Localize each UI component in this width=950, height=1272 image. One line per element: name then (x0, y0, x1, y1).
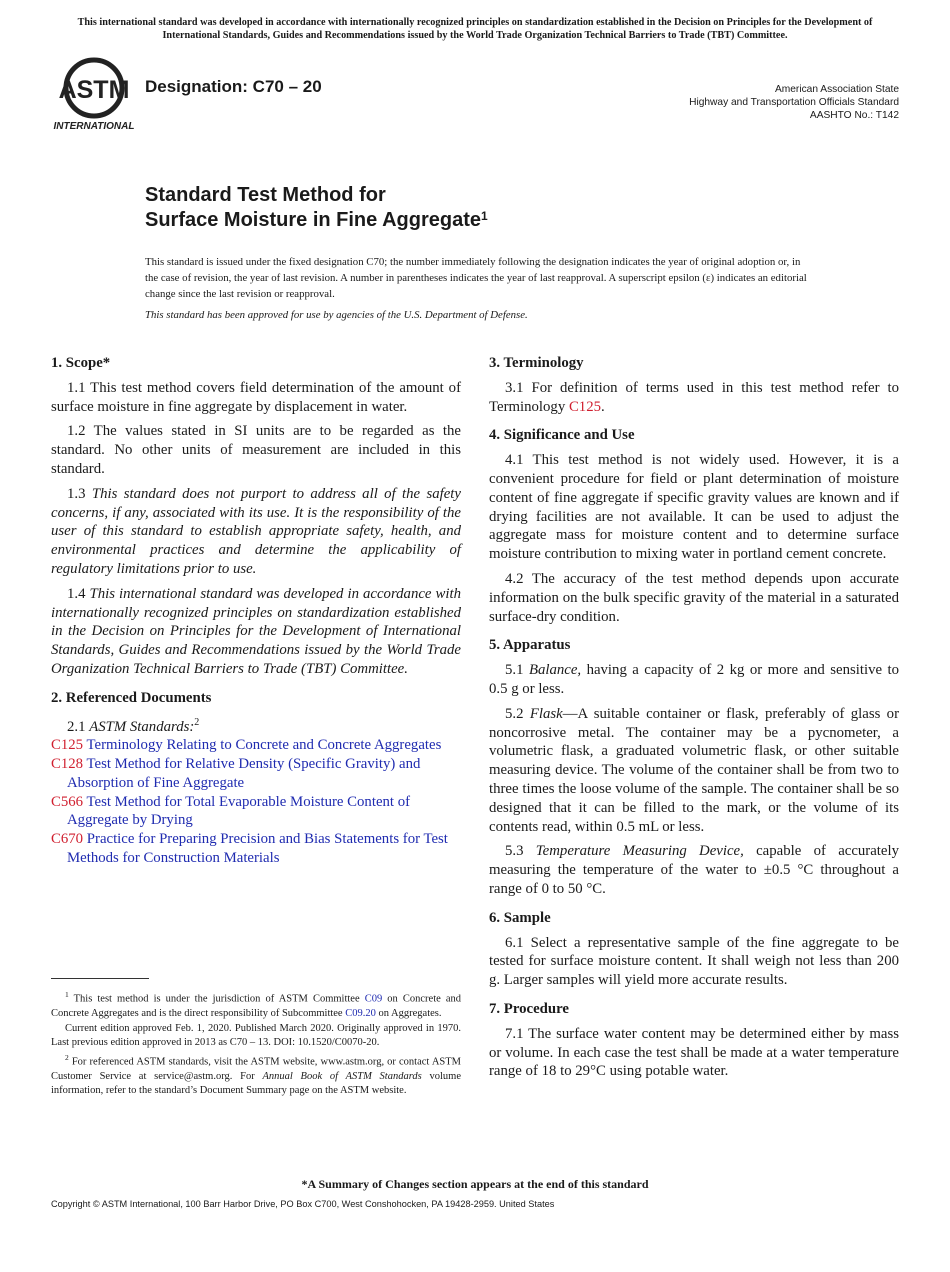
reference-code-link[interactable]: C566 (51, 793, 84, 810)
reference-code-link[interactable]: C125 (51, 737, 84, 754)
summary-of-changes-note: *A Summary of Changes section appears at the end of this standard (301, 1177, 649, 1191)
footnote-divider (51, 978, 149, 979)
paragraph: 1.4 This international standard was developed in accordance with internationally recognized principles on standardization established in the Decision on Principles for the Development of International Standards, Guides and Recommendations issued by the World Trade Organization Technical Barriers to Trade (TBT) Committee. (51, 585, 461, 677)
logo-letters: ASTM (58, 76, 130, 104)
section-sample (489, 909, 899, 990)
section-heading: 6. Sample (489, 909, 551, 926)
section-heading: 7. Procedure (489, 1000, 569, 1017)
reference-title-link[interactable]: Test Method for Relative Density (Specific Gravity) and Absorption of Fine Aggregate (67, 756, 421, 791)
designation: Designation: C70 – 20 (145, 77, 322, 96)
reference-item (51, 755, 461, 793)
copyright-line: Copyright © ASTM International, 100 Barr Harbor Drive, PO Box C700, West Conshohocken, PA 19428-2959. United States (51, 1199, 555, 1209)
section-referenced-documents (51, 689, 461, 868)
reference-item (51, 793, 461, 831)
section-terminology (489, 354, 899, 416)
section-procedure (489, 1000, 899, 1081)
tbt-banner: This international standard was developed in accordance with internationally recognized principles on standardization established in the Decision on Principles for the Development of International Standards, Guides and Recommendations issued by the World Trade Organization Technical Barriers to Trade (TBT) Committee. (77, 17, 873, 41)
reference-code-link[interactable]: C670 (51, 831, 84, 848)
subcommittee-link[interactable]: C09.20 (345, 1008, 376, 1019)
section-heading: 4. Significance and Use (489, 427, 635, 444)
paragraph: 4.1 This test method is not widely used. However, it is a convenient procedure for field or plant determination of moisture content of fine aggregate if specific gravity values are known and if drying facilities are not available. It can be used to adjust the aggregate mass for moisture content and to determine surface moisture contribution to mixing water in portland cement concrete. (489, 452, 899, 563)
paragraph: 6.1 Select a representative sample of the fine aggregate to be tested for surface moisture content. It shall weigh not less than 200 g. Larger samples will yield more accurate results. (489, 934, 899, 989)
title-line-2: Surface Moisture in Fine Aggregate$^1$ (145, 209, 488, 231)
title-footnote-mark: 1 (481, 209, 488, 223)
paragraph: 5.3 Temperature Measuring Device, capable of accurately measuring the temperature of the water to ±0.5 °C throughout a range of 0 to 50 °C. (489, 843, 899, 897)
footnote-edition: Current edition approved Feb. 1, 2020. Published March 2020. Originally approved in 1970. Last previous edition approved in 2013 as C70 – 13. DOI: 10.1520/C0070-20. (51, 1022, 461, 1048)
paragraph: 3.1 For definition of terms used in this test method refer to Terminology C125. (489, 379, 899, 415)
reference-title-link[interactable]: Test Method for Total Evaporable Moisture Content of Aggregate by Drying (67, 793, 411, 829)
subsection: 2.1 ASTM Standards:$^2$ (67, 716, 200, 735)
section-apparatus (489, 636, 899, 898)
reference-item (51, 736, 461, 755)
section-scope (51, 354, 461, 679)
aashto-line: Highway and Transportation Officials Standard (689, 97, 899, 109)
reference-title-link[interactable]: Terminology Relating to Concrete and Concrete Aggregates (86, 737, 442, 754)
aashto-block (689, 83, 899, 123)
paragraph: 7.1 The surface water content may be determined either by mass or volume. In each case the test shall be made at a water temperature range of 18 to 29°C using potable water. (489, 1025, 899, 1080)
paragraph: 1.2 The values stated in SI units are to be regarded as the standard. No other units of measurement are included in this standard. (51, 423, 461, 477)
logo-wordmark: INTERNATIONAL (53, 121, 135, 132)
section-heading: 2. Referenced Documents (51, 689, 212, 706)
left-column (51, 354, 461, 878)
aashto-line: American Association State (774, 84, 899, 95)
paragraph: 1.3 This standard does not purport to address all of the safety concerns, if any, associated with its use. It is the responsibility of the user of this standard to establish appropriate safety, health, and environmental practices and determine the applicability of regulatory limitations prior to use. (51, 485, 461, 577)
paragraph: 4.2 The accuracy of the test method depends upon accurate information on the bulk specific gravity of the material in a saturated surface-dry condition. (489, 570, 899, 625)
reference-item (51, 830, 461, 868)
footnotes (51, 988, 461, 1099)
reference-code-link[interactable]: C128 (51, 756, 84, 773)
paragraph: 1.1 This test method covers field determination of the amount of surface moisture in fine aggregate by displacement in water. (51, 379, 461, 415)
terminology-link[interactable]: C125 (568, 398, 602, 415)
section-significance (489, 426, 899, 626)
aashto-number: AASHTO No.: T142 (809, 110, 899, 122)
paragraph: 5.1 Balance, having a capacity of 2 kg or more and sensitive to 0.5 g or less. (489, 662, 899, 697)
section-heading: 3. Terminology (489, 355, 584, 371)
committee-link[interactable]: C09 (364, 993, 383, 1005)
dod-note: This standard has been approved for use by agencies of the U.S. Department of Defense. (145, 309, 528, 321)
paragraph: 5.2 Flask—A suitable container or flask, preferably of glass or noncorrosive metal. The container may be a pycnometer, a volumetric flask, a graduated volumetric flask, or other suitable measuring device. The volume of the container shall be from two to three times the loose volume of the sample. The container shall be so designed that it can be filled to the mark, or the volume of its contents read, within 0.5 mL or less. (489, 705, 899, 835)
section-heading: 1. Scope* (51, 355, 111, 371)
title-line-1: Standard Test Method for (145, 184, 386, 206)
right-column (489, 354, 899, 1091)
section-heading: 5. Apparatus (489, 637, 571, 654)
reference-title-link[interactable]: Practice for Preparing Precision and Bias Statements for Test Methods for Construction Materials (67, 831, 448, 867)
footnote-2: $^2$ For referenced ASTM standards, visit the ASTM website, www.astm.org, or contact ASTM Customer Service at service@astm.org. For Annual Book of ASTM Standards volume information, refer to the standard’s Document Summary page on the ASTM website. (51, 1052, 461, 1096)
footnote-1: $^1$ This test method is under the jurisdiction of ASTM Committee C09 on Concrete and Concrete Aggregates and is the direct responsibility of Subcommittee C09.20 on Aggregates. (51, 990, 462, 1019)
astm-logo (52, 56, 136, 132)
document-title (145, 183, 488, 233)
issuance-note: This standard is issued under the fixed designation C70; the number immediately following the designation indicates the year of original adoption or, in the case of revision, the year of last revision. A number in parentheses indicates the year of last reapproval. A superscript epsilon (ε) indicates an editorial change since the last revision or reapproval. (145, 256, 807, 300)
